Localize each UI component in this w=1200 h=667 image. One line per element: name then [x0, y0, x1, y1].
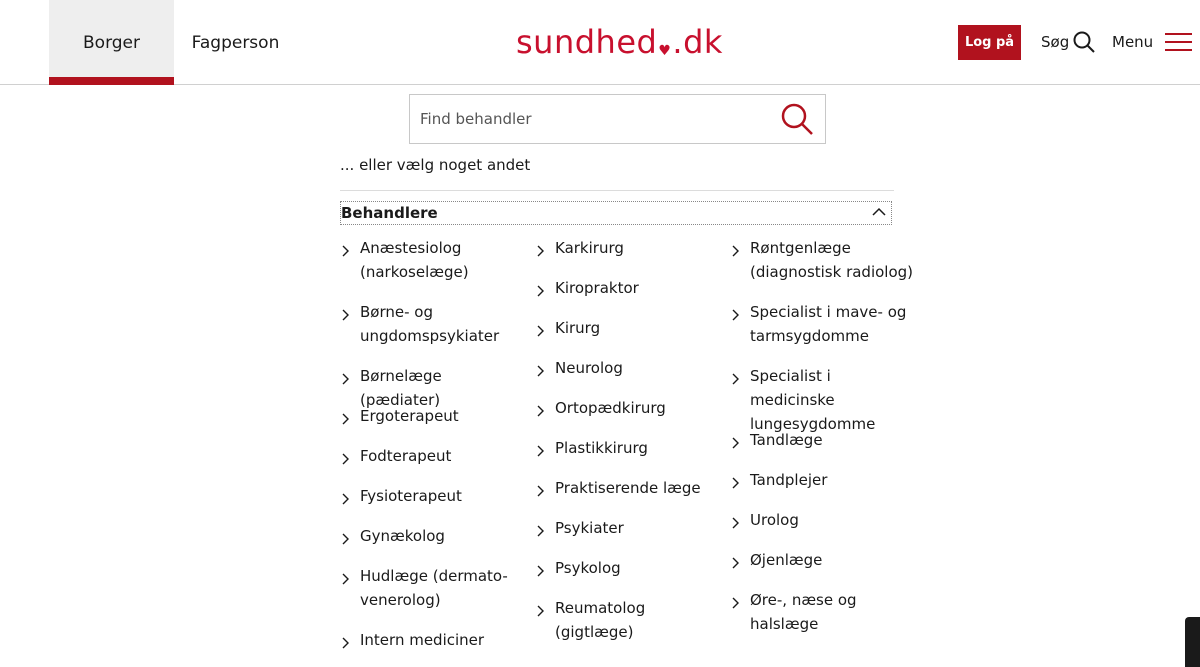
behandler-label: Neurolog [555, 359, 623, 377]
chevron-right-icon [732, 548, 750, 573]
behandler-link[interactable] [732, 236, 915, 284]
chevron-right-icon [537, 436, 555, 461]
behandler-label: Øre-, næse og halslæge [750, 591, 857, 633]
chevron-right-icon [537, 516, 555, 541]
search-icon[interactable] [781, 103, 813, 135]
chevron-right-icon [732, 508, 750, 533]
chevron-right-icon [342, 300, 360, 348]
behandler-link[interactable] [342, 404, 525, 429]
behandler-label: Tandplejer [750, 471, 828, 489]
chevron-right-icon [537, 596, 555, 644]
chevron-right-icon [537, 276, 555, 301]
behandler-label: Børne- og ungdomspsykiater [360, 303, 500, 345]
behandler-link[interactable] [732, 364, 915, 436]
behandler-label: Tandlæge [750, 431, 823, 449]
behandler-link[interactable] [732, 588, 915, 636]
chevron-right-icon [732, 300, 750, 348]
behandler-link[interactable] [537, 556, 720, 581]
behandler-label: Hudlæge (dermato-venerolog) [360, 567, 508, 609]
behandler-label: Børnelæge (pædiater) [360, 367, 442, 409]
behandler-link[interactable] [732, 508, 915, 533]
chevron-right-icon [342, 628, 360, 653]
divider [340, 190, 894, 191]
behandler-label: Specialist i mave- og tarmsygdomme [750, 303, 907, 345]
behandler-link[interactable] [537, 276, 720, 301]
behandlere-accordion-header[interactable] [340, 201, 892, 225]
behandler-link[interactable] [342, 564, 525, 612]
sundhed-logo[interactable] [516, 22, 723, 62]
hamburger-icon [1165, 32, 1192, 52]
behandler-link[interactable] [537, 476, 720, 501]
behandler-label: Urolog [750, 511, 799, 529]
header-search-button[interactable] [1041, 28, 1095, 56]
chevron-right-icon [537, 356, 555, 381]
behandler-link[interactable] [732, 548, 915, 573]
accordion-title: Behandlere [341, 204, 438, 222]
chevron-right-icon [732, 364, 750, 436]
menu-button[interactable] [1112, 28, 1192, 56]
behandler-label: Øjenlæge [750, 551, 823, 569]
behandler-link[interactable] [537, 596, 720, 644]
behandler-label: Psykolog [555, 559, 621, 577]
behandler-link[interactable] [342, 484, 525, 509]
behandler-link[interactable] [537, 436, 720, 461]
tab-borger[interactable]: Borger [49, 0, 174, 85]
chevron-up-icon [872, 207, 886, 217]
behandler-label: Psykiater [555, 519, 624, 537]
behandler-label: Kirurg [555, 319, 601, 337]
logo-heart-icon: ♥ [658, 43, 672, 59]
chevron-right-icon [342, 524, 360, 549]
login-button[interactable]: Log på [958, 25, 1021, 60]
behandler-link[interactable] [537, 356, 720, 381]
behandler-label: Kiropraktor [555, 279, 639, 297]
behandler-link[interactable] [342, 524, 525, 549]
behandler-link[interactable] [732, 300, 915, 348]
behandler-label: Ortopædkirurg [555, 399, 666, 417]
chevron-right-icon [732, 468, 750, 493]
logo-suffix: .dk [672, 23, 723, 61]
chevron-right-icon [342, 484, 360, 509]
behandler-label: Fodterapeut [360, 447, 452, 465]
chevron-right-icon [732, 428, 750, 453]
behandler-link[interactable] [732, 428, 915, 453]
behandler-link[interactable] [732, 468, 915, 493]
chevron-right-icon [342, 236, 360, 284]
behandler-label: Reumatolog (gigtlæge) [555, 599, 646, 641]
tab-fagperson[interactable]: Fagperson [191, 32, 280, 53]
behandler-link[interactable] [342, 444, 525, 469]
behandler-label: Praktiserende læge [555, 479, 701, 497]
chat-widget-button[interactable] [1185, 617, 1200, 667]
behandler-label: Plastikkirurg [555, 439, 648, 457]
chevron-right-icon [537, 396, 555, 421]
behandler-link[interactable] [537, 396, 720, 421]
chevron-right-icon [732, 236, 750, 284]
behandler-link[interactable] [342, 628, 525, 653]
behandler-link[interactable] [537, 516, 720, 541]
chevron-right-icon [537, 476, 555, 501]
behandler-label: Røntgenlæge (diagnostisk radiolog) [750, 239, 914, 281]
search-label: Søg [1041, 33, 1070, 51]
chevron-right-icon [732, 588, 750, 636]
chevron-right-icon [342, 404, 360, 429]
behandler-label: Intern mediciner [360, 631, 485, 649]
chevron-right-icon [342, 444, 360, 469]
behandler-label: Gynækolog [360, 527, 445, 545]
search-icon [1073, 31, 1095, 53]
logo-text: sundhed [516, 23, 658, 61]
behandler-link[interactable] [537, 236, 720, 261]
chevron-right-icon [537, 556, 555, 581]
chevron-right-icon [537, 236, 555, 261]
chevron-right-icon [537, 316, 555, 341]
find-behandler-search [409, 94, 826, 144]
behandler-label: Anæstesiolog (narkoselæge) [360, 239, 469, 281]
menu-label: Menu [1112, 33, 1154, 51]
site-header [0, 0, 1200, 85]
behandler-link[interactable] [342, 300, 525, 348]
behandler-label: Specialist i medicinske lungesygdomme [750, 367, 876, 433]
alternative-choice-text: ... eller vælg noget andet [340, 156, 531, 174]
find-behandler-input[interactable] [410, 95, 790, 143]
chevron-right-icon [342, 564, 360, 612]
behandler-link[interactable] [342, 236, 525, 284]
behandler-label: Fysioterapeut [360, 487, 462, 505]
behandler-link[interactable] [537, 316, 720, 341]
behandler-label: Karkirurg [555, 239, 624, 257]
behandler-label: Ergoterapeut [360, 407, 459, 425]
